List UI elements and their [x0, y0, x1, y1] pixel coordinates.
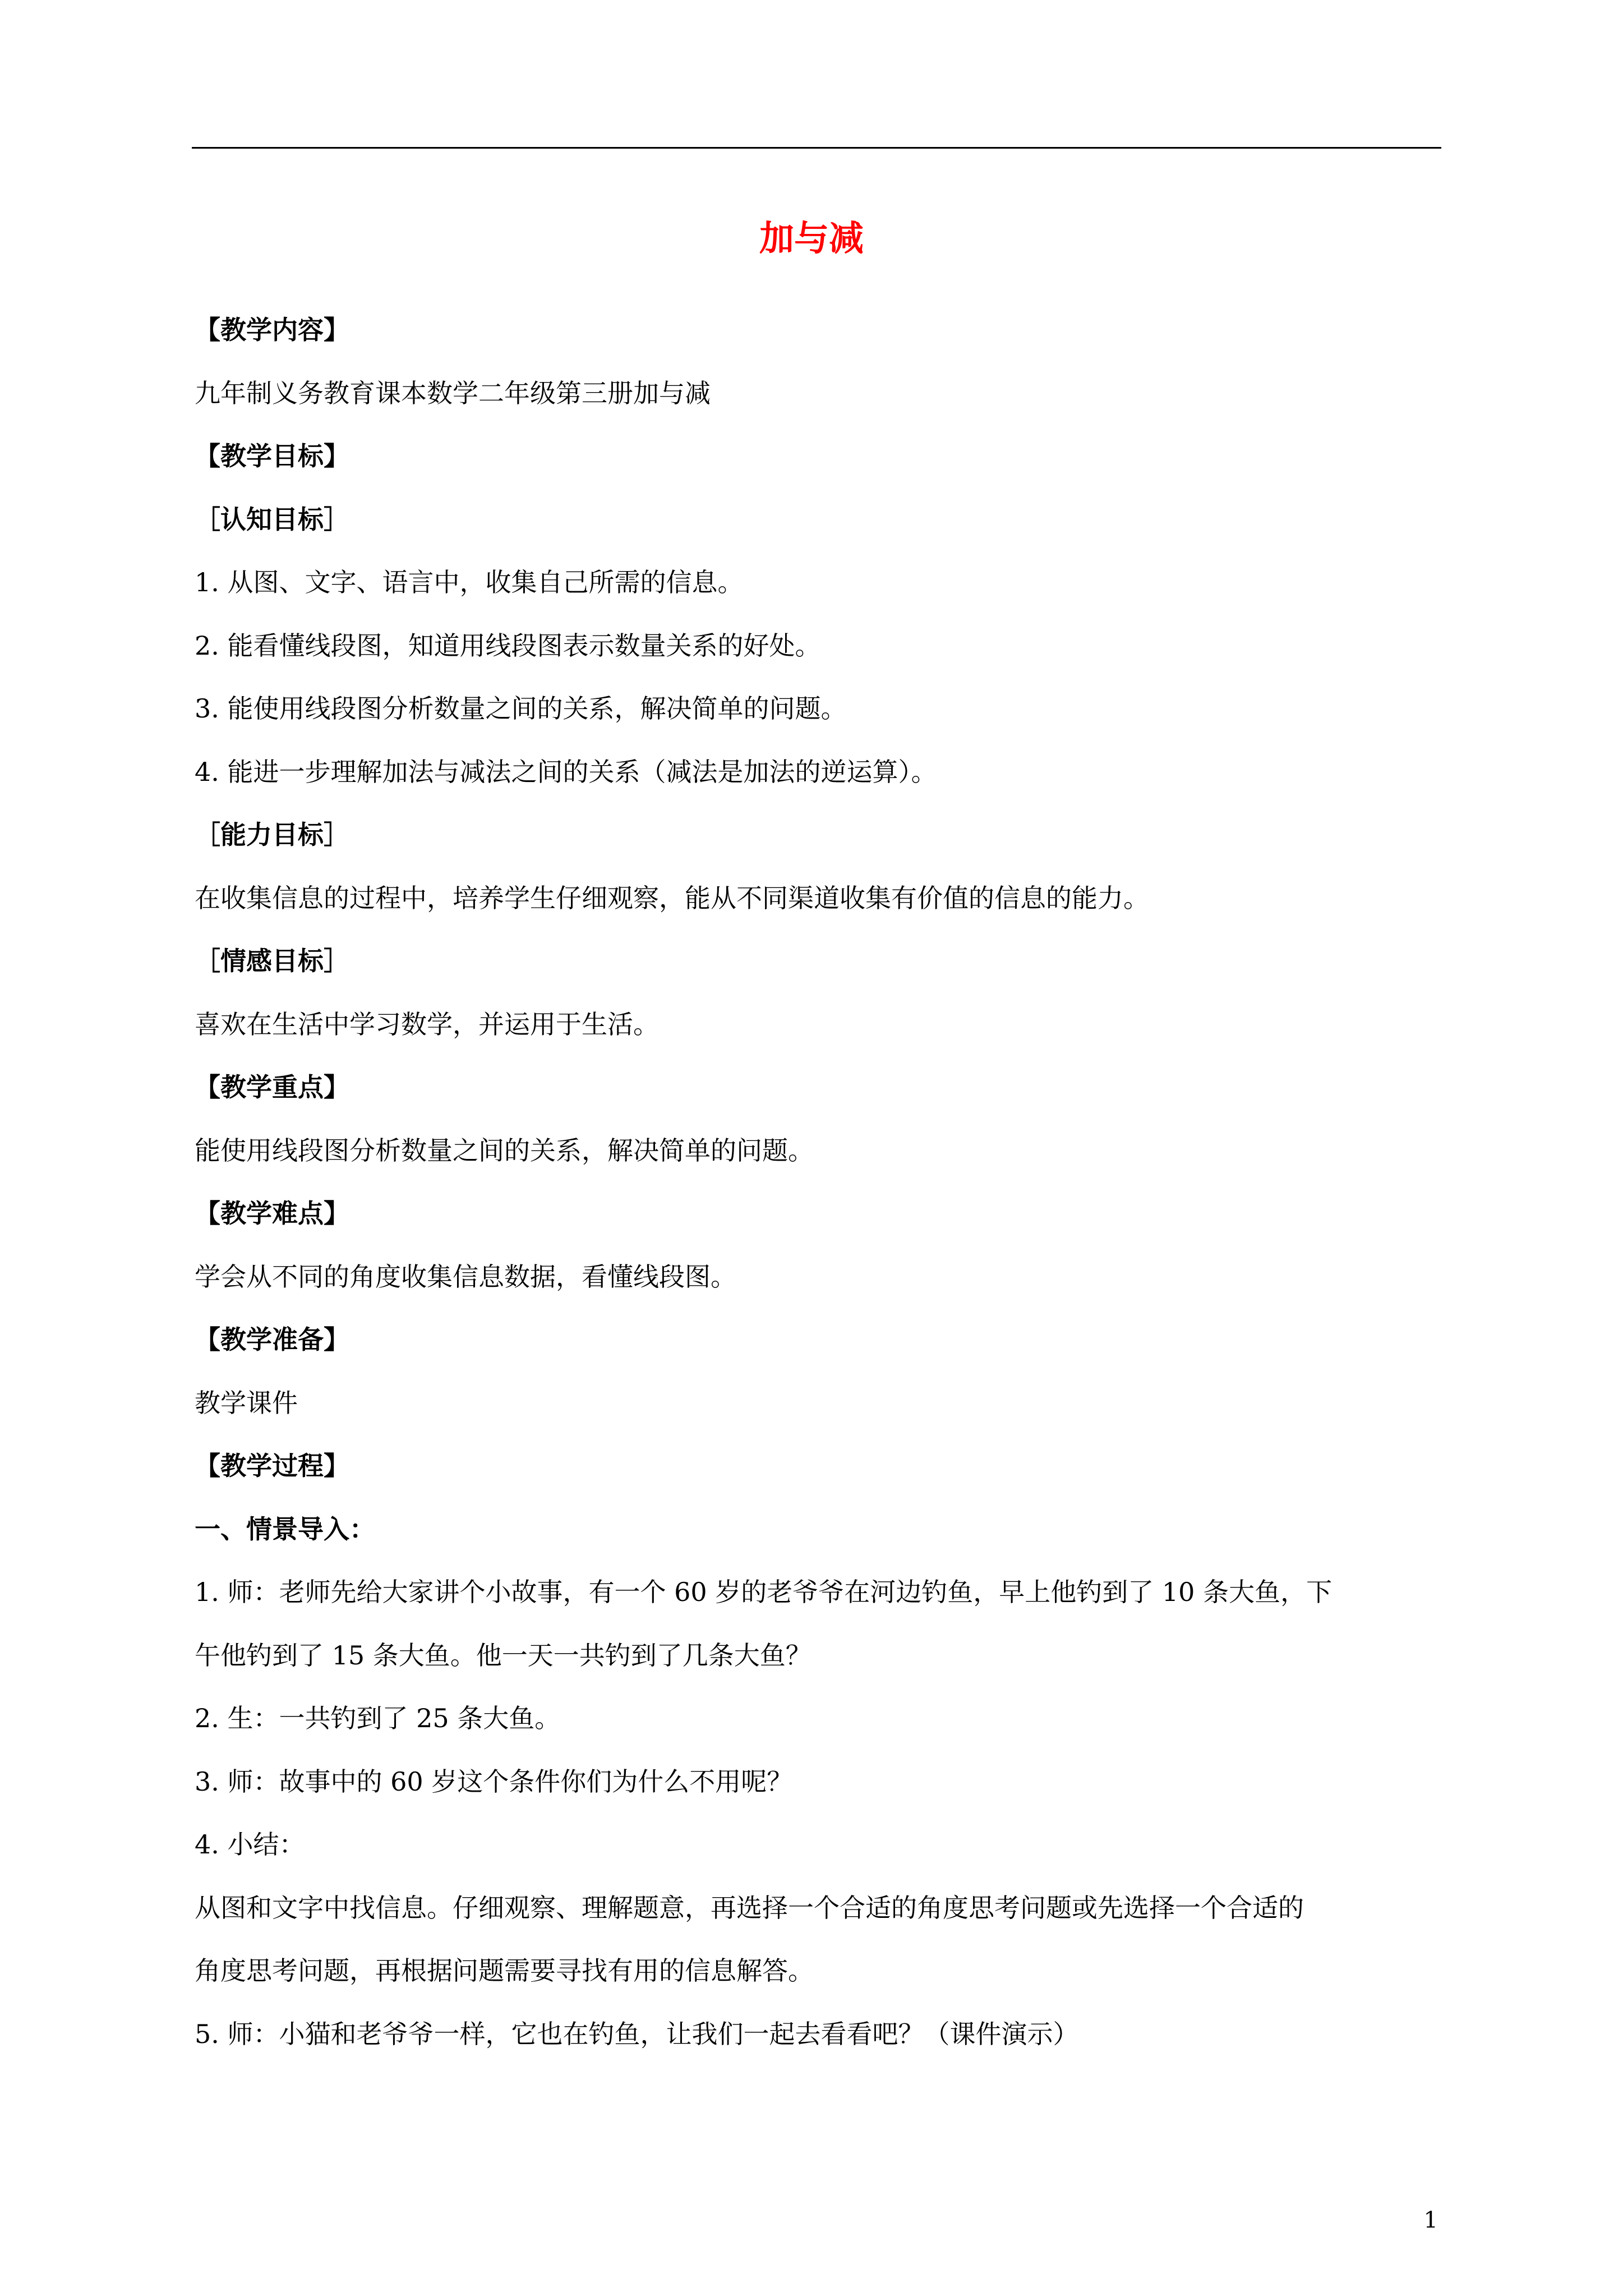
header-rule	[192, 147, 1441, 149]
paragraph-line: 教学课件	[195, 1387, 298, 1418]
paragraph-line: 3. 师：故事中的 60 岁这个条件你们为什么不用呢？	[195, 1766, 793, 1797]
section-heading: 【教学目标】	[195, 441, 349, 471]
paragraph-line: 2. 生：一共钓到了 25 条大鱼。	[195, 1703, 561, 1733]
document-title: 加与减	[759, 218, 864, 259]
paragraph-line: 3. 能使用线段图分析数量之间的关系，解决简单的问题。	[195, 693, 847, 724]
paragraph-line: 从图和文字中找信息。仔细观察、理解题意，再选择一个合适的角度思考问题或先选择一个合适的	[195, 1892, 1304, 1923]
paragraph-line: 角度思考问题，再根据问题需要寻找有用的信息解答。	[195, 1955, 814, 1986]
section-heading: 【教学过程】	[195, 1451, 349, 1481]
paragraph-line: 九年制义务教育课本数学二年级第三册加与减	[195, 378, 711, 408]
paragraph-line: 2. 能看懂线段图，知道用线段图表示数量关系的好处。	[195, 630, 821, 661]
section-heading: ［能力目标］	[195, 820, 349, 850]
paragraph-line: 1. 从图、文字、语言中，收集自己所需的信息。	[195, 567, 744, 597]
section-heading: 【教学内容】	[195, 315, 349, 345]
paragraph-line: 4. 小结：	[195, 1829, 305, 1860]
section-heading: 【教学难点】	[195, 1198, 349, 1228]
paragraph-line: 午他钓到了 15 条大鱼。他一天一共钓到了几条大鱼？	[195, 1640, 811, 1671]
section-heading: 【教学重点】	[195, 1072, 349, 1102]
paragraph-line: 在收集信息的过程中，培养学生仔细观察，能从不同渠道收集有价值的信息的能力。	[195, 882, 1149, 913]
paragraph-line: 能使用线段图分析数量之间的关系，解决简单的问题。	[195, 1135, 814, 1166]
document-body	[195, 298, 1444, 2065]
section-heading: ［认知目标］	[195, 504, 349, 535]
paragraph-line: 5. 师：小猫和老爷爷一样，它也在钓鱼，让我们一起去看看吧？（课件演示）	[195, 2018, 1079, 2049]
paragraph-line: 喜欢在生活中学习数学，并运用于生活。	[195, 1009, 659, 1039]
paragraph-line: 学会从不同的角度收集信息数据，看懂线段图。	[195, 1261, 736, 1292]
page-number: 1	[1423, 2207, 1438, 2233]
paragraph-line: 4. 能进一步理解加法与减法之间的关系（减法是加法的逆运算）。	[195, 756, 937, 787]
section-heading: 一、情景导入：	[195, 1513, 375, 1544]
section-heading: ［情感目标］	[195, 946, 349, 976]
paragraph-line: 1. 师：老师先给大家讲个小故事，有一个 60 岁的老爷爷在河边钓鱼，早上他钓到了 10 条大鱼，下	[195, 1577, 1332, 1607]
section-heading: 【教学准备】	[195, 1324, 349, 1355]
